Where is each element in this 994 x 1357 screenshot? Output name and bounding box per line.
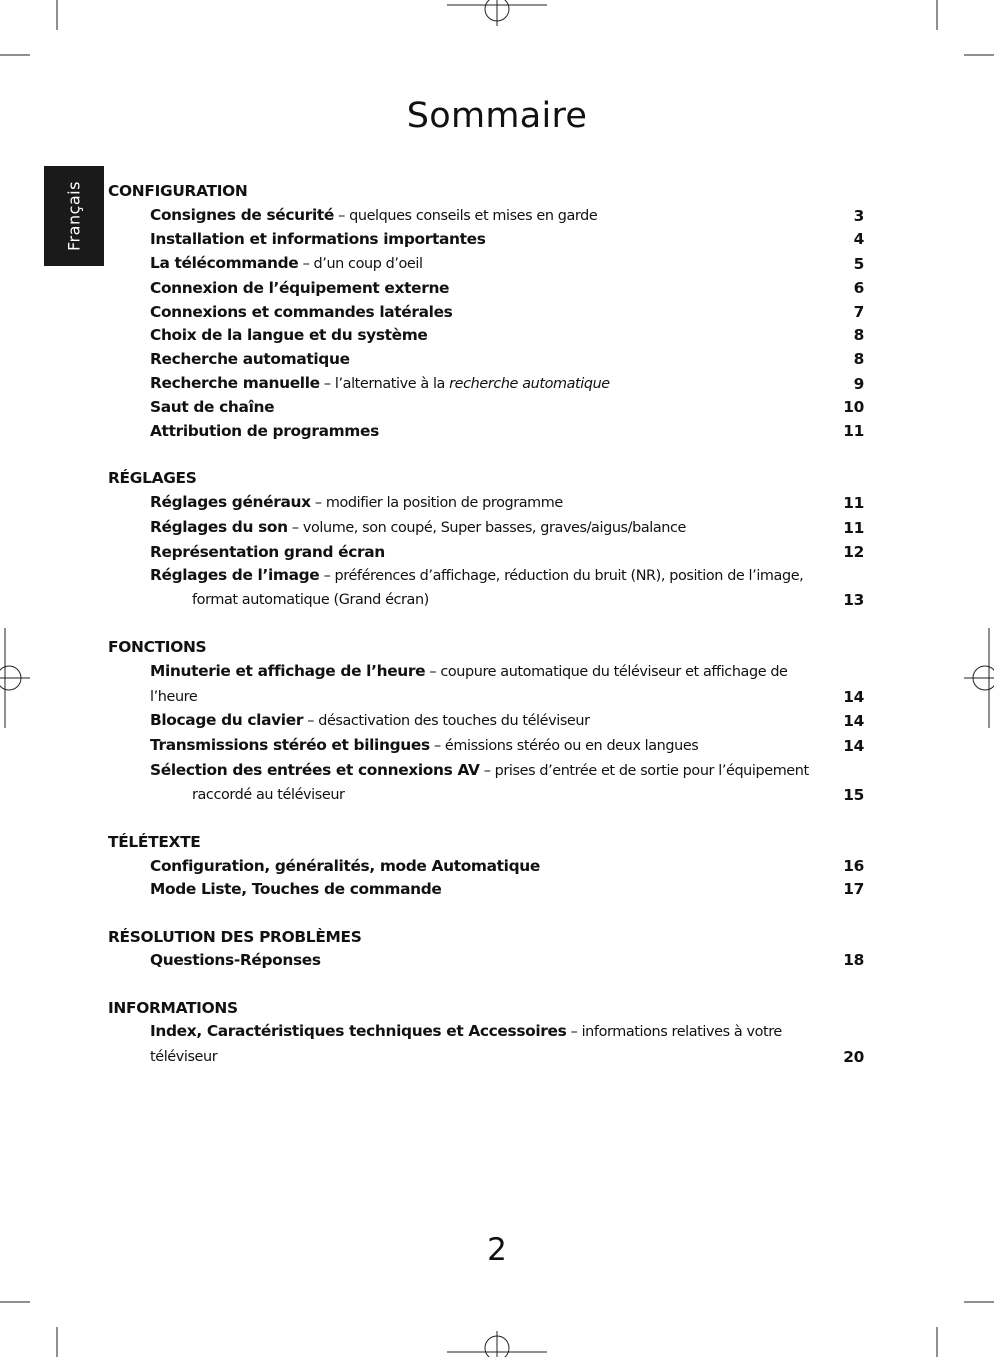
toc-entry: [108, 324, 864, 348]
table-of-contents: [108, 180, 864, 1094]
toc-entry-text: [150, 324, 824, 348]
toc-entry-title: La télécommande: [150, 254, 299, 273]
toc-entry-text: [150, 396, 824, 420]
toc-entry-page-number: 17: [843, 880, 864, 899]
toc-entry-title: Attribution de programmes: [150, 422, 379, 441]
toc-entry: [108, 1020, 864, 1069]
toc-entry-text: [150, 878, 824, 902]
toc-entry-title: Réglages du son: [150, 517, 288, 536]
toc-entry: [108, 759, 864, 807]
toc-entry-title: Connexions et commandes latérales: [150, 302, 453, 321]
toc-entry-title: Mode Liste, Touches de commande: [150, 880, 442, 899]
toc-entry-continuation: raccordé au téléviseur: [192, 786, 345, 803]
toc-section: [108, 831, 864, 902]
toc-entry-text: [150, 516, 824, 541]
toc-entry-text: [150, 301, 824, 325]
toc-entry-text: [150, 734, 824, 759]
section-heading: TÉLÉTEXTE: [108, 832, 201, 851]
toc-entry-description: – d’un coup d’oeil: [298, 256, 423, 273]
toc-entry-text: [150, 372, 824, 397]
toc-entry-page-number: 10: [843, 398, 864, 417]
toc-entry-page-number: 12: [843, 542, 864, 561]
toc-entry-page-number: 15: [843, 785, 864, 804]
toc-entry: [108, 491, 864, 516]
toc-entry: [108, 660, 864, 709]
toc-entry: [108, 301, 864, 325]
toc-entry: [108, 204, 864, 229]
toc-entry-text: [150, 759, 824, 807]
toc-entry-text: [150, 949, 824, 973]
toc-entry-page-number: 16: [843, 856, 864, 875]
toc-entry-description: – l’alternative à la: [319, 375, 450, 392]
toc-entry-text: [150, 228, 824, 252]
toc-entry-page-number: 14: [843, 687, 864, 706]
toc-entry-page-number: 3: [853, 206, 864, 225]
toc-entry-text: [150, 709, 824, 734]
toc-entry-title: Minuterie et affichage de l’heure: [150, 661, 426, 680]
toc-entry-continuation: format automatique (Grand écran): [192, 591, 429, 608]
toc-entry-title: Blocage du clavier: [150, 711, 304, 730]
page-number: 2: [487, 1232, 507, 1268]
toc-entry-title: Configuration, généralités, mode Automatique: [150, 856, 540, 875]
toc-entry-title: Recherche manuelle: [150, 373, 320, 392]
toc-entry-page-number: 18: [843, 951, 864, 970]
toc-entry-description: – préférences d’affichage, réduction du bruit (NR), position de l’image,: [319, 568, 804, 585]
toc-entry-page-number: 8: [853, 326, 864, 345]
toc-entry-description: – volume, son coupé, Super basses, graves/aigus/balance: [287, 519, 686, 536]
toc-entry: [108, 516, 864, 541]
toc-entry: [108, 709, 864, 734]
toc-entry-title: Consignes de sécurité: [150, 205, 334, 224]
toc-entry-page-number: 8: [853, 349, 864, 368]
toc-entry-title: Réglages généraux: [150, 493, 311, 512]
toc-entry-page-number: 9: [853, 374, 864, 393]
toc-entry: [108, 277, 864, 301]
toc-entry-text: [150, 348, 824, 372]
toc-entry-title: Installation et informations importantes: [150, 230, 486, 249]
toc-section: [108, 180, 864, 444]
toc-entry-text: [150, 491, 824, 516]
toc-entry-text: [150, 252, 824, 277]
section-heading: RÉSOLUTION DES PROBLÈMES: [108, 927, 362, 946]
toc-entry-description: – émissions stéréo ou en deux langues: [429, 738, 699, 755]
toc-entry-title: Index, Caractéristiques techniques et Accessoires: [150, 1022, 567, 1041]
toc-entry: [108, 734, 864, 759]
toc-entry-title: Saut de chaîne: [150, 398, 275, 417]
toc-entry-title: Choix de la langue et du système: [150, 326, 428, 345]
toc-entry-title: Réglages de l’image: [150, 566, 320, 585]
toc-entry: [108, 420, 864, 444]
toc-entry-page-number: 4: [853, 230, 864, 249]
toc-entry-page-number: 11: [843, 422, 864, 441]
toc-entry: [108, 564, 864, 612]
toc-entry-text: [150, 855, 824, 879]
toc-entry-text: [150, 660, 824, 709]
toc-entry: [108, 949, 864, 973]
toc-section: [108, 926, 864, 973]
toc-entry-description: – prises d’entrée et de sortie pour l’équipement: [479, 762, 809, 779]
toc-section: [108, 467, 864, 612]
toc-entry-page-number: 11: [843, 494, 864, 513]
toc-entry-text: [150, 204, 824, 229]
toc-entry-text: [150, 1020, 824, 1069]
section-heading: INFORMATIONS: [108, 998, 238, 1017]
language-tab-label: Français: [64, 181, 84, 251]
toc-entry-page-number: 14: [843, 712, 864, 731]
toc-entry-page-number: 6: [853, 278, 864, 297]
section-heading: CONFIGURATION: [108, 182, 248, 200]
page-title: Sommaire: [406, 96, 588, 136]
toc-entry: [108, 228, 864, 252]
toc-entry-description: – quelques conseils et mises en garde: [334, 207, 598, 224]
toc-entry-description: – coupure automatique du téléviseur et affichage de l’heure: [150, 663, 788, 705]
toc-section: [108, 636, 864, 807]
toc-entry-title: Questions-Réponses: [150, 951, 321, 970]
language-tab: [44, 166, 104, 266]
toc-entry: [108, 541, 864, 565]
toc-entry: [108, 348, 864, 372]
toc-entry: [108, 372, 864, 397]
section-heading: RÉGLAGES: [108, 469, 197, 488]
toc-entry-title: Représentation grand écran: [150, 542, 385, 561]
toc-entry-description: – modifier la position de programme: [310, 495, 563, 512]
toc-entry-page-number: 11: [843, 518, 864, 537]
toc-entry-text: [150, 564, 824, 612]
toc-entry-description: – informations relatives à votre téléviseur: [150, 1024, 782, 1066]
toc-entry-title: Recherche automatique: [150, 349, 350, 368]
toc-entry-title: Connexion de l’équipement externe: [150, 278, 450, 297]
toc-entry-title: Transmissions stéréo et bilingues: [150, 736, 430, 755]
toc-entry-page-number: 5: [853, 255, 864, 274]
toc-entry-page-number: 13: [843, 590, 864, 609]
section-heading: FONCTIONS: [108, 638, 207, 657]
toc-entry-description-italic: recherche automatique: [449, 375, 610, 392]
toc-entry: [108, 878, 864, 902]
toc-entry-text: [150, 277, 824, 301]
toc-entry-page-number: 20: [843, 1048, 864, 1067]
toc-section: [108, 997, 864, 1070]
toc-entry: [108, 396, 864, 420]
toc-entry: [108, 252, 864, 277]
toc-entry-description: – désactivation des touches du téléviseur: [303, 713, 590, 730]
toc-entry: [108, 855, 864, 879]
toc-entry-page-number: 14: [843, 737, 864, 756]
toc-entry-title: Sélection des entrées et connexions AV: [150, 760, 480, 779]
toc-entry-text: [150, 420, 824, 444]
toc-entry-page-number: 7: [853, 302, 864, 321]
toc-entry-text: [150, 541, 824, 565]
